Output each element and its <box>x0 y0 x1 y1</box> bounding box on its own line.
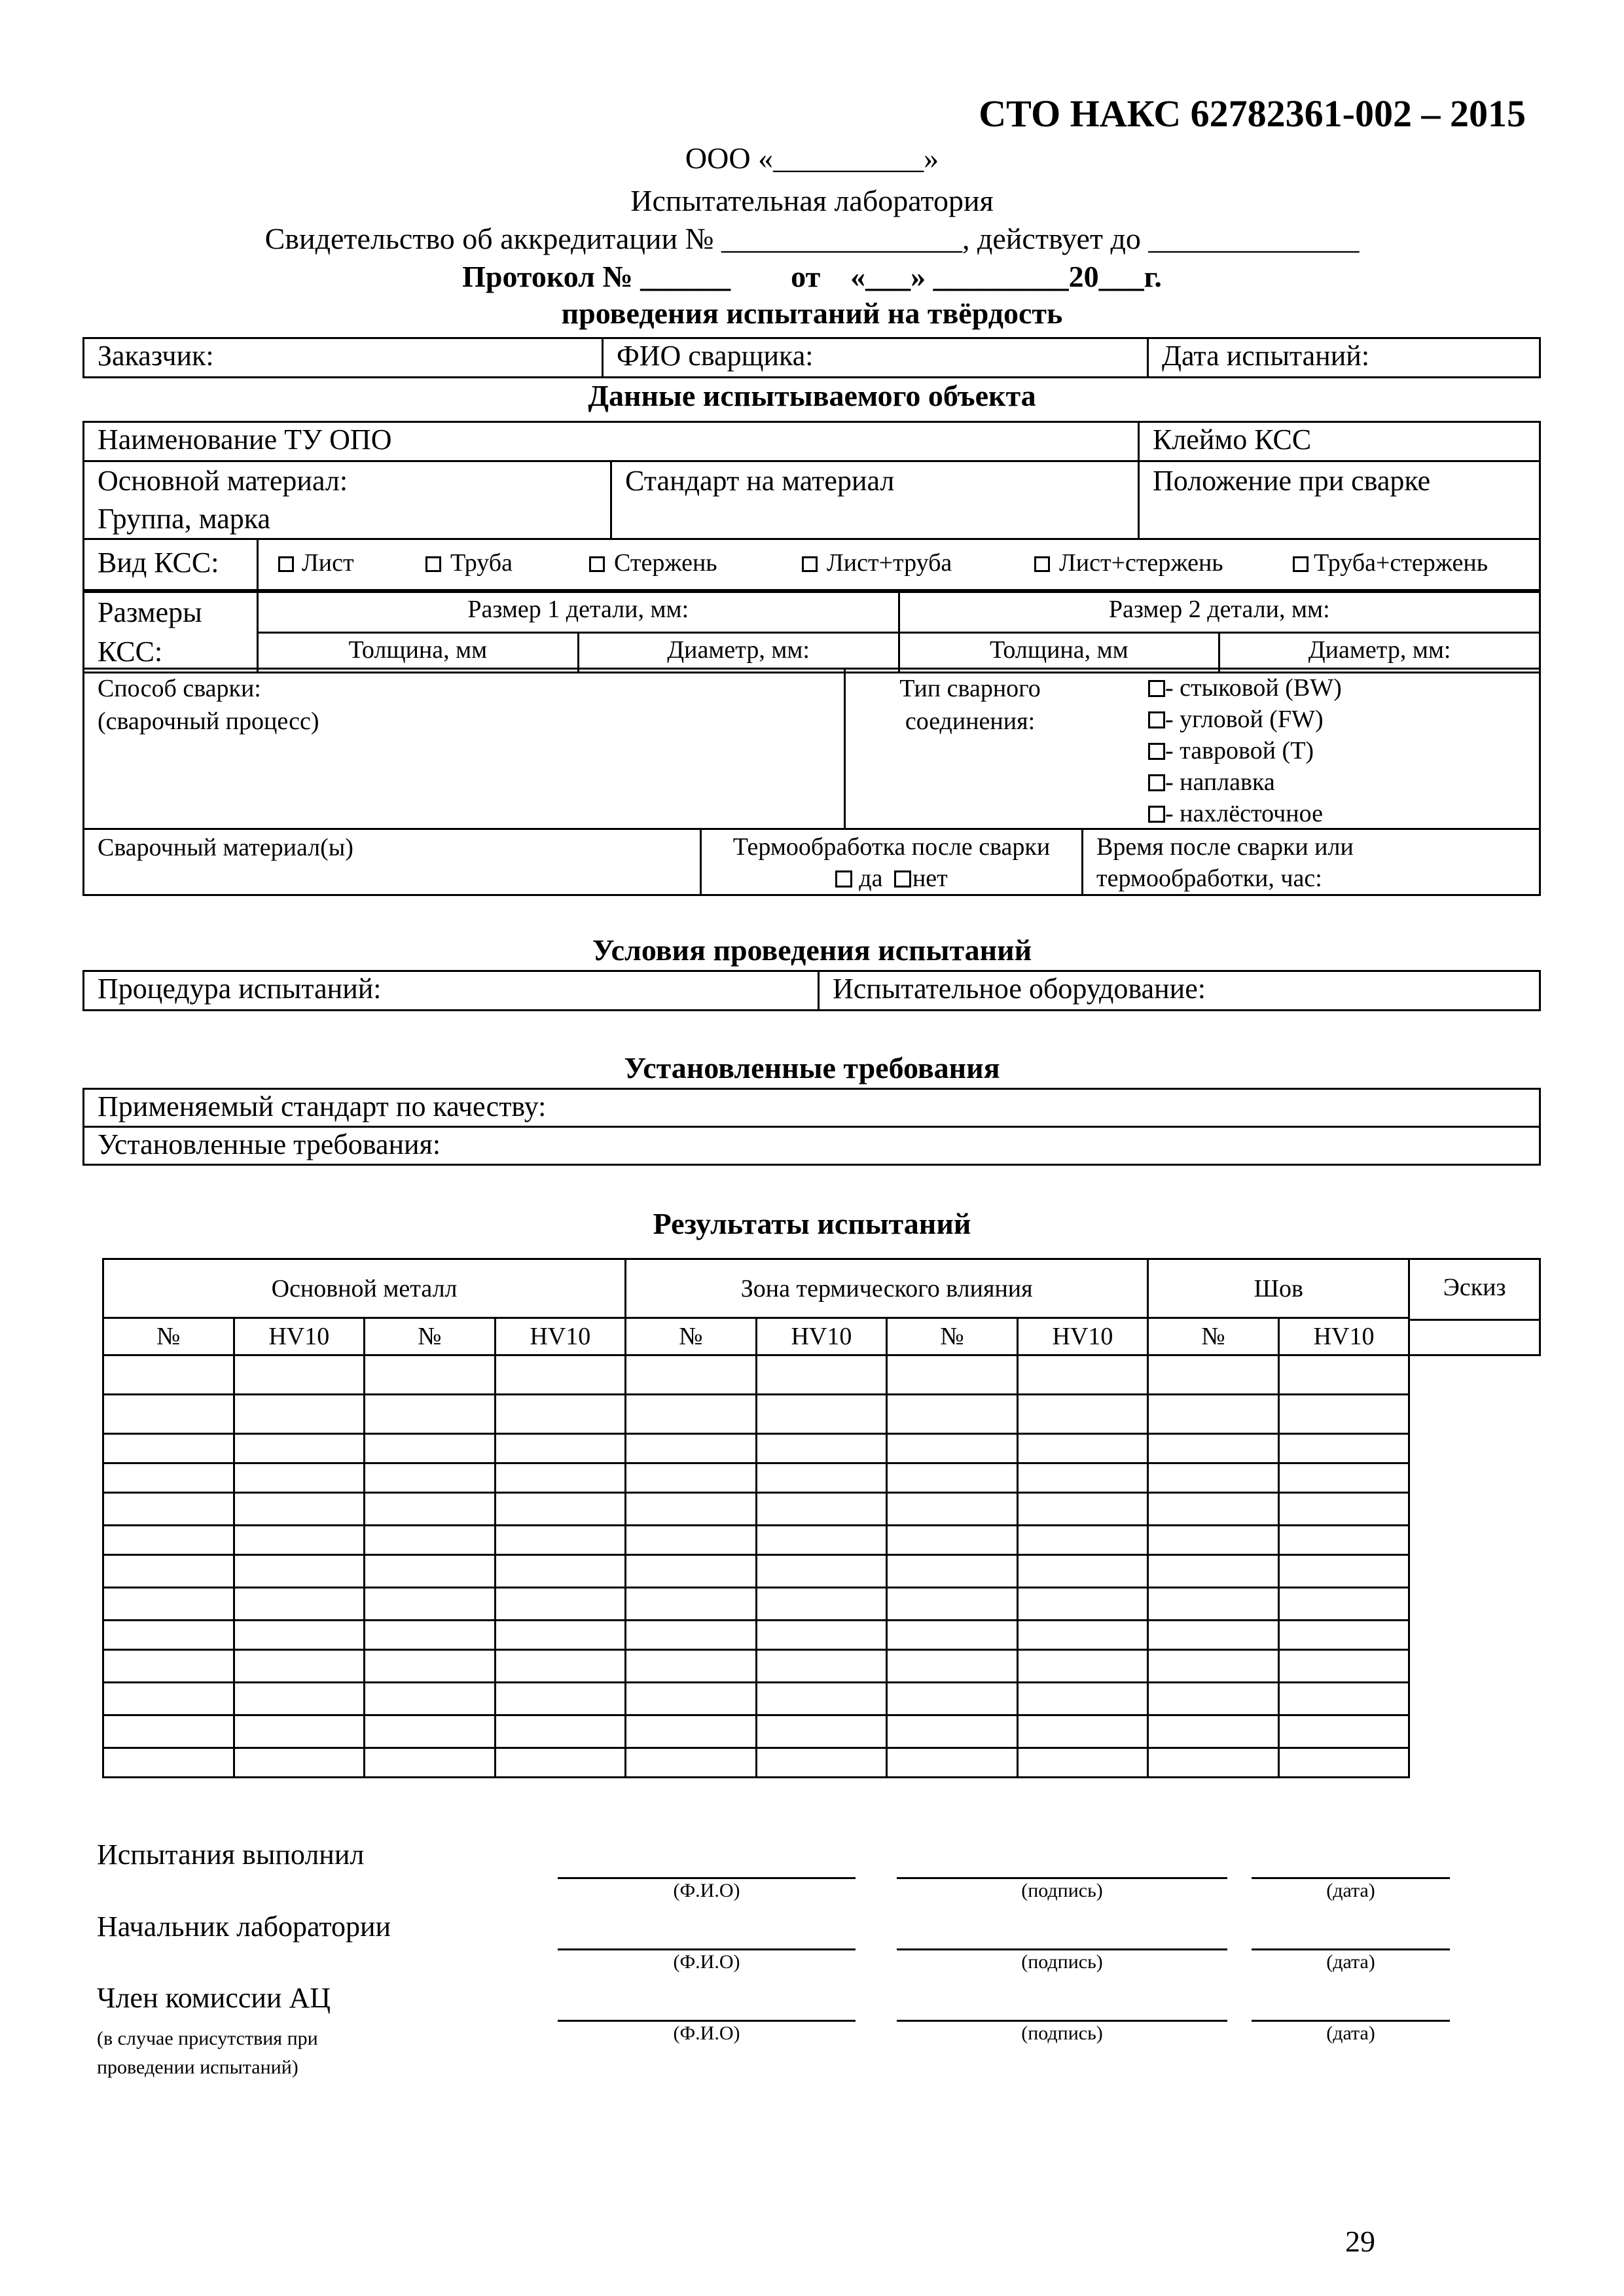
cell-hv10[interactable] <box>234 1650 365 1683</box>
col-no: № <box>887 1318 1018 1355</box>
cell-hv10[interactable] <box>756 1526 887 1555</box>
cell-no[interactable] <box>626 1715 757 1748</box>
signer-role: Член комиссии АЦ <box>97 1982 331 2014</box>
table-row <box>103 1555 1540 1588</box>
cell-no[interactable] <box>365 1555 496 1588</box>
cell-no[interactable] <box>887 1526 1018 1555</box>
cell-no[interactable] <box>365 1526 496 1555</box>
document-standard-code: СТО НАКС 62782361-002 – 2015 <box>979 92 1526 135</box>
cell-hv10[interactable] <box>234 1526 365 1555</box>
established-requirements-label: Установленные требования: <box>98 1128 441 1160</box>
cell-hv10[interactable] <box>1278 1463 1409 1493</box>
kss-option-label: Лист+стержень <box>1059 549 1223 577</box>
cell-hv10[interactable] <box>234 1683 365 1715</box>
heat-treatment-no[interactable]: нет <box>894 865 948 892</box>
kss-type-options <box>258 539 1540 590</box>
welder-label: ФИО сварщика: <box>617 340 814 372</box>
consumables-label: Сварочный материал(ы) <box>98 834 353 861</box>
accreditation-line: Свидетельство об аккредитации № ________________, действует до ______________ <box>264 222 1360 255</box>
tu-opo-field[interactable] <box>84 422 1139 461</box>
cell-hv10[interactable] <box>1017 1395 1148 1434</box>
kss-option-label: Труба+стержень <box>1314 549 1489 577</box>
checkbox-icon <box>835 870 852 888</box>
cell-hv10[interactable] <box>234 1395 365 1434</box>
cell-hv10[interactable] <box>1278 1355 1409 1395</box>
test-date-field[interactable] <box>1148 338 1540 378</box>
checkbox-icon <box>1293 556 1308 572</box>
cell-no[interactable] <box>1148 1683 1279 1715</box>
cell-no[interactable] <box>1148 1650 1279 1683</box>
quality-standard-field[interactable] <box>84 1089 1540 1127</box>
cell-no[interactable] <box>626 1650 757 1683</box>
date-line[interactable] <box>1252 2020 1450 2022</box>
cell-hv10[interactable] <box>1017 1588 1148 1621</box>
cell-hv10[interactable] <box>234 1463 365 1493</box>
cell-no[interactable] <box>626 1748 757 1778</box>
cell-no[interactable] <box>365 1683 496 1715</box>
cell-hv10[interactable] <box>756 1650 887 1683</box>
customer-table <box>82 337 1541 378</box>
joint-option-tee[interactable]: - тавровой (T) <box>1148 735 1342 766</box>
fio-line[interactable] <box>558 1877 856 1879</box>
cell-hv10[interactable] <box>495 1748 626 1778</box>
requirements-section-title: Установленные требования <box>624 1051 1000 1085</box>
cell-hv10[interactable] <box>495 1683 626 1715</box>
cell-no[interactable] <box>626 1555 757 1588</box>
col-no: № <box>1148 1318 1279 1355</box>
heat-treatment-yes[interactable]: да <box>835 865 882 892</box>
cell-hv10[interactable] <box>1278 1434 1409 1463</box>
cell-hv10[interactable] <box>756 1555 887 1588</box>
joint-option-butt[interactable]: - стыковой (BW) <box>1148 672 1342 704</box>
results-group-base-metal: Основной металл <box>103 1259 626 1318</box>
joint-option-overlay[interactable]: - наплавка <box>1148 766 1342 798</box>
quality-standard-label: Применяемый стандарт по качеству: <box>98 1090 547 1122</box>
welder-field[interactable] <box>603 338 1148 378</box>
cell-no[interactable] <box>626 1588 757 1621</box>
cell-no[interactable] <box>887 1715 1018 1748</box>
joint-type-label-1: Тип сварного <box>899 675 1041 702</box>
joint-option-lap[interactable]: - нахлёсточное <box>1148 798 1342 829</box>
kss-mark-label: Клеймо КСС <box>1153 423 1312 456</box>
fio-caption: (Ф.И.О) <box>673 2022 740 2044</box>
kss-option-sheet[interactable] <box>278 540 354 586</box>
sketch-header: Эскиз <box>1443 1274 1506 1301</box>
cell-no[interactable] <box>365 1493 496 1526</box>
conditions-section-title: Условия проведения испытаний <box>592 933 1032 967</box>
cell-hv10[interactable] <box>234 1434 365 1463</box>
cell-no[interactable] <box>103 1621 234 1650</box>
cell-no[interactable] <box>887 1395 1018 1434</box>
size1-diameter[interactable]: Диаметр, мм: <box>578 632 899 673</box>
results-table <box>102 1258 1541 1778</box>
cell-hv10[interactable] <box>756 1493 887 1526</box>
checkbox-icon <box>1148 806 1165 823</box>
kss-type-label: Вид КСС: <box>84 539 258 590</box>
kss-option-sheet-pipe[interactable] <box>802 540 952 586</box>
weld-method-label: Способ сварки: <box>98 675 261 702</box>
customer-field[interactable] <box>84 338 603 378</box>
cell-no[interactable] <box>1148 1588 1279 1621</box>
object-table-top <box>82 421 1541 540</box>
col-hv10: HV10 <box>1278 1318 1409 1355</box>
established-requirements-field[interactable] <box>84 1127 1540 1165</box>
base-material-field[interactable] <box>84 461 611 539</box>
col-hv10: HV10 <box>495 1318 626 1355</box>
protocol-line: Протокол № ______ от «___» _________20___г. <box>462 260 1162 293</box>
cell-no[interactable] <box>626 1355 757 1395</box>
cell-hv10[interactable] <box>1278 1588 1409 1621</box>
size2-header: Размер 2 детали, мм: <box>899 592 1540 633</box>
cell-no[interactable] <box>103 1493 234 1526</box>
cell-hv10[interactable] <box>756 1715 887 1748</box>
material-standard-label: Стандарт на материал <box>625 465 895 497</box>
cell-hv10[interactable] <box>495 1434 626 1463</box>
cell-no[interactable] <box>103 1588 234 1621</box>
cell-hv10[interactable] <box>1278 1621 1409 1650</box>
cell-no[interactable] <box>1148 1748 1279 1778</box>
checkbox-icon <box>894 870 911 888</box>
cell-no[interactable] <box>887 1355 1018 1395</box>
cell-no[interactable] <box>103 1715 234 1748</box>
cell-no[interactable] <box>1148 1493 1279 1526</box>
cell-no[interactable] <box>1148 1715 1279 1748</box>
cell-hv10[interactable] <box>1017 1555 1148 1588</box>
cell-hv10[interactable] <box>1017 1434 1148 1463</box>
weld-method-field[interactable] <box>84 669 845 829</box>
consumables-field[interactable] <box>84 829 701 895</box>
signature-line[interactable] <box>897 1877 1227 1879</box>
col-hv10: HV10 <box>1017 1318 1148 1355</box>
table-row <box>103 1683 1540 1715</box>
fio-line[interactable] <box>558 2020 856 2022</box>
cell-hv10[interactable] <box>1278 1395 1409 1434</box>
cell-hv10[interactable] <box>756 1463 887 1493</box>
cell-no[interactable] <box>626 1493 757 1526</box>
cell-no[interactable] <box>1148 1621 1279 1650</box>
date-caption: (дата) <box>1326 2022 1375 2044</box>
time-after-field[interactable] <box>1083 829 1540 895</box>
consumables-table <box>82 828 1541 896</box>
weld-method-table <box>82 668 1541 830</box>
kss-option-pipe-rod[interactable] <box>1293 540 1488 586</box>
organization-line: ООО «__________» <box>685 141 939 175</box>
cell-hv10[interactable] <box>1017 1526 1148 1555</box>
cell-no[interactable] <box>365 1434 496 1463</box>
cell-hv10[interactable] <box>1278 1715 1409 1748</box>
cell-no[interactable] <box>103 1526 234 1555</box>
equipment-label: Испытательное оборудование: <box>833 973 1206 1005</box>
heat-treatment-field <box>701 829 1083 895</box>
cell-no[interactable] <box>103 1555 234 1588</box>
cell-no[interactable] <box>365 1588 496 1621</box>
page-number: 29 <box>1345 2225 1375 2258</box>
fio-line[interactable] <box>558 1948 856 1950</box>
cell-no[interactable] <box>626 1463 757 1493</box>
group-grade-label: Группа, марка <box>98 503 271 535</box>
cell-hv10[interactable] <box>1278 1526 1409 1555</box>
signature-caption: (подпись) <box>1021 1951 1103 1973</box>
cell-hv10[interactable] <box>495 1526 626 1555</box>
table-row <box>103 1650 1540 1683</box>
laboratory-line: Испытательная лаборатория <box>630 184 994 217</box>
date-caption: (дата) <box>1326 1951 1375 1973</box>
cell-no[interactable] <box>365 1748 496 1778</box>
base-material-label: Основной материал: <box>98 465 348 497</box>
cell-hv10[interactable] <box>495 1621 626 1650</box>
cell-no[interactable] <box>365 1715 496 1748</box>
cell-hv10[interactable] <box>1017 1715 1148 1748</box>
cell-no[interactable] <box>103 1434 234 1463</box>
cell-no[interactable] <box>1148 1526 1279 1555</box>
cell-hv10[interactable] <box>756 1395 887 1434</box>
cell-hv10[interactable] <box>756 1588 887 1621</box>
date-caption: (дата) <box>1326 1880 1375 1901</box>
cell-no[interactable] <box>887 1463 1018 1493</box>
cell-hv10[interactable] <box>1278 1683 1409 1715</box>
fio-caption: (Ф.И.О) <box>673 1880 740 1901</box>
checkbox-icon <box>589 556 605 572</box>
table-row <box>103 1355 1540 1395</box>
signature-line[interactable] <box>897 1948 1227 1950</box>
cell-no[interactable] <box>103 1683 234 1715</box>
cell-no[interactable] <box>103 1395 234 1434</box>
weld-process-label: (сварочный процесс) <box>98 708 319 735</box>
cell-no[interactable] <box>887 1748 1018 1778</box>
table-row <box>103 1715 1540 1748</box>
weld-position-label: Положение при сварке <box>1153 465 1431 497</box>
cell-hv10[interactable] <box>234 1355 365 1395</box>
cell-hv10[interactable] <box>756 1434 887 1463</box>
kss-sizes-table <box>82 591 1541 673</box>
fio-caption: (Ф.И.О) <box>673 1951 740 1973</box>
protocol-subtitle: проведения испытаний на твёрдость <box>561 296 1063 330</box>
cell-hv10[interactable] <box>1017 1621 1148 1650</box>
cell-hv10[interactable] <box>495 1493 626 1526</box>
table-row <box>103 1395 1540 1434</box>
col-no: № <box>626 1318 757 1355</box>
checkbox-icon <box>1148 743 1165 760</box>
kss-option-rod[interactable] <box>589 540 717 586</box>
results-group-weld: Шов <box>1148 1259 1409 1318</box>
cell-hv10[interactable] <box>234 1715 365 1748</box>
checkbox-icon <box>1148 711 1165 728</box>
cell-hv10[interactable] <box>495 1555 626 1588</box>
table-row <box>103 1748 1540 1778</box>
cell-no[interactable] <box>365 1463 496 1493</box>
checkbox-icon <box>1148 774 1165 791</box>
col-no: № <box>103 1318 234 1355</box>
time-after-label-2: термообработки, час: <box>1096 865 1322 892</box>
cell-no[interactable] <box>887 1621 1018 1650</box>
table-row <box>103 1434 1540 1463</box>
cell-hv10[interactable] <box>1278 1555 1409 1588</box>
kss-option-sheet-rod[interactable] <box>1034 540 1223 586</box>
checkbox-icon <box>1148 680 1165 697</box>
cell-hv10[interactable] <box>756 1621 887 1650</box>
cell-no[interactable] <box>626 1434 757 1463</box>
cell-hv10[interactable] <box>234 1588 365 1621</box>
procedure-field[interactable] <box>84 971 819 1011</box>
size2-thickness[interactable]: Толщина, мм <box>899 632 1219 673</box>
cell-no[interactable] <box>365 1650 496 1683</box>
signature-caption: (подпись) <box>1021 1880 1103 1901</box>
tu-opo-label: Наименование ТУ ОПО <box>98 423 392 456</box>
joint-type-field <box>845 669 1540 829</box>
signature-line[interactable] <box>897 2020 1227 2022</box>
cell-no[interactable] <box>103 1748 234 1778</box>
cell-no[interactable] <box>887 1650 1018 1683</box>
kss-option-label: Стержень <box>614 549 717 577</box>
joint-type-label-2: соединения: <box>905 708 1036 735</box>
cell-hv10[interactable] <box>495 1650 626 1683</box>
material-standard-field[interactable] <box>611 461 1139 539</box>
cell-no[interactable] <box>626 1683 757 1715</box>
cell-no[interactable] <box>365 1395 496 1434</box>
cell-hv10[interactable] <box>756 1683 887 1715</box>
cell-no[interactable] <box>626 1395 757 1434</box>
cell-hv10[interactable] <box>1017 1355 1148 1395</box>
cell-hv10[interactable] <box>495 1715 626 1748</box>
cell-no[interactable] <box>103 1650 234 1683</box>
equipment-field[interactable] <box>819 971 1540 1011</box>
cell-hv10[interactable] <box>756 1748 887 1778</box>
procedure-label: Процедура испытаний: <box>98 973 382 1005</box>
cell-no[interactable] <box>103 1463 234 1493</box>
signer-role: Испытания выполнил <box>97 1839 365 1871</box>
table-row <box>103 1621 1540 1650</box>
cell-no[interactable] <box>1148 1395 1279 1434</box>
cell-hv10[interactable] <box>1017 1683 1148 1715</box>
cell-no[interactable] <box>365 1621 496 1650</box>
cell-no[interactable] <box>365 1355 496 1395</box>
requirements-table <box>82 1088 1541 1166</box>
kss-option-pipe[interactable] <box>425 540 513 586</box>
checkbox-icon <box>425 556 441 572</box>
col-hv10: HV10 <box>756 1318 887 1355</box>
cell-no[interactable] <box>626 1621 757 1650</box>
checkbox-icon <box>802 556 818 572</box>
signature-caption: (подпись) <box>1021 2022 1103 2044</box>
cell-hv10[interactable] <box>495 1395 626 1434</box>
cell-no[interactable] <box>626 1526 757 1555</box>
cell-hv10[interactable] <box>1278 1748 1409 1778</box>
weld-position-field[interactable] <box>1139 461 1540 539</box>
cell-no[interactable] <box>887 1555 1018 1588</box>
cell-no[interactable] <box>103 1355 234 1395</box>
customer-label: Заказчик: <box>98 340 214 372</box>
cell-hv10[interactable] <box>495 1355 626 1395</box>
col-no: № <box>365 1318 496 1355</box>
heat-treatment-label: Термообработка после сварки <box>732 833 1051 861</box>
cell-no[interactable] <box>887 1493 1018 1526</box>
kss-mark-field[interactable] <box>1139 422 1540 461</box>
date-line[interactable] <box>1252 1948 1450 1950</box>
kss-option-label: Труба <box>450 549 513 577</box>
cell-no[interactable] <box>887 1588 1018 1621</box>
cell-no[interactable] <box>1148 1463 1279 1493</box>
kss-option-label: Лист <box>302 549 354 577</box>
cell-hv10[interactable] <box>234 1493 365 1526</box>
kss-option-label: Лист+труба <box>827 549 952 577</box>
object-section-title: Данные испытываемого объекта <box>588 379 1036 412</box>
table-row <box>103 1588 1540 1621</box>
cell-hv10[interactable] <box>1017 1650 1148 1683</box>
cell-no[interactable] <box>1148 1555 1279 1588</box>
table-row <box>103 1463 1540 1493</box>
kss-sizes-label: Размеры КСС: <box>84 592 258 673</box>
cell-no[interactable] <box>887 1683 1018 1715</box>
cell-hv10[interactable] <box>756 1355 887 1395</box>
size1-header: Размер 1 детали, мм: <box>258 592 899 633</box>
cell-hv10[interactable] <box>1017 1493 1148 1526</box>
sketch-cell[interactable] <box>1409 1259 1540 1355</box>
size2-diameter[interactable]: Диаметр, мм: <box>1219 632 1540 673</box>
cell-hv10[interactable] <box>1278 1650 1409 1683</box>
kss-type-table <box>82 538 1541 591</box>
date-line[interactable] <box>1252 1877 1450 1879</box>
results-section-title: Результаты испытаний <box>653 1207 971 1240</box>
signer-role: Начальник лаборатории <box>97 1910 391 1943</box>
cell-no[interactable] <box>887 1434 1018 1463</box>
cell-hv10[interactable] <box>234 1621 365 1650</box>
signer-note: (в случае присутствия при проведении испытаний) <box>97 2028 318 2078</box>
cell-hv10[interactable] <box>1017 1463 1148 1493</box>
time-after-label-1: Время после сварки или <box>1096 833 1354 861</box>
col-hv10: HV10 <box>234 1318 365 1355</box>
cell-hv10[interactable] <box>234 1748 365 1778</box>
cell-hv10[interactable] <box>1278 1493 1409 1526</box>
cell-hv10[interactable] <box>234 1555 365 1588</box>
cell-hv10[interactable] <box>495 1463 626 1493</box>
cell-no[interactable] <box>1148 1355 1279 1395</box>
results-group-haz: Зона термического влияния <box>626 1259 1148 1318</box>
test-date-label: Дата испытаний: <box>1162 340 1370 372</box>
conditions-table <box>82 970 1541 1011</box>
cell-hv10[interactable] <box>495 1588 626 1621</box>
joint-option-fillet[interactable]: - угловой (FW) <box>1148 704 1342 735</box>
table-row <box>103 1493 1540 1526</box>
cell-no[interactable] <box>1148 1434 1279 1463</box>
table-row <box>103 1526 1540 1555</box>
size1-thickness[interactable]: Толщина, мм <box>258 632 579 673</box>
checkbox-icon <box>278 556 294 572</box>
checkbox-icon <box>1034 556 1050 572</box>
cell-hv10[interactable] <box>1017 1748 1148 1778</box>
